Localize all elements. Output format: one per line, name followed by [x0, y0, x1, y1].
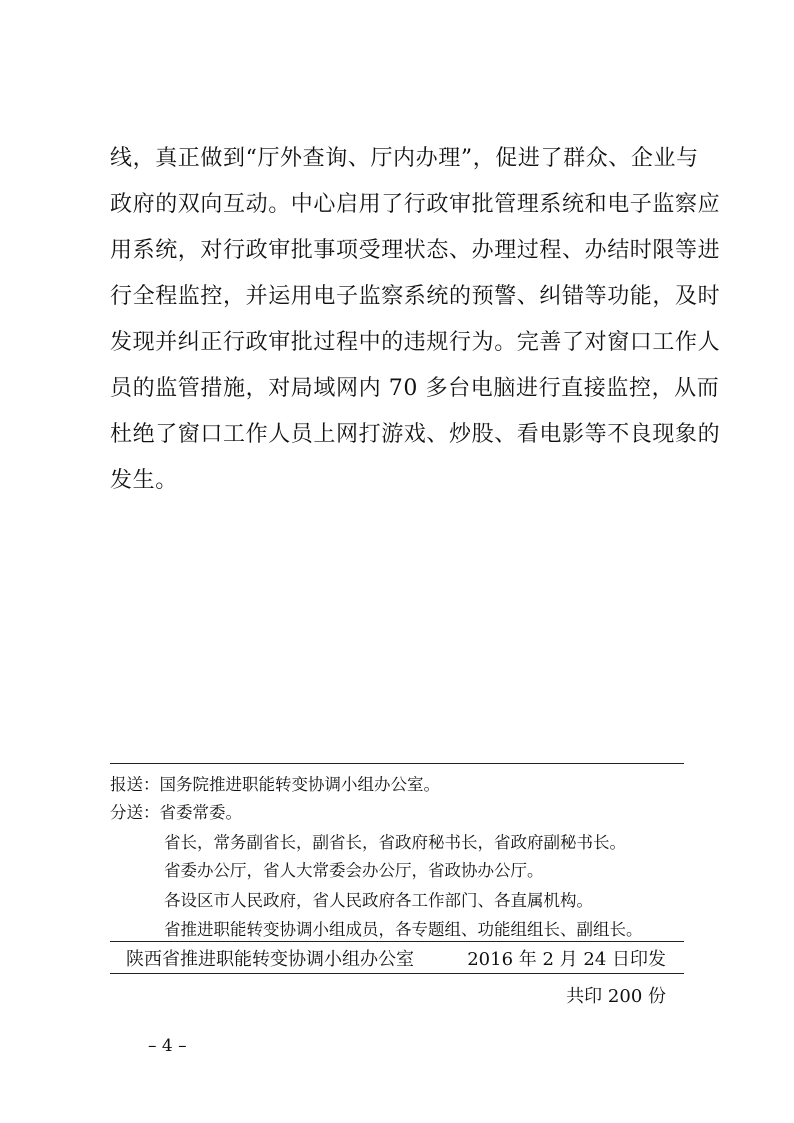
body-line: 行全程监控，并运用电子监察系统的预警、纠错等功能，及时: [110, 284, 721, 309]
send-to-recipient: 各设区市人民政府，省人民政府各工作部门、各直属机构。: [164, 891, 593, 910]
body-line: 杜绝了窗口工作人员上网打游戏、炒股、看电影等不良现象的: [110, 422, 721, 447]
send-to-line: 分送：省委常委。: [110, 803, 242, 822]
bottom-rule: [110, 973, 684, 974]
print-copies: 共印 200 份: [566, 986, 666, 1007]
body-line: 员的监管措施，对局域网内 70 多台电脑进行直接监控，从而: [110, 376, 720, 401]
report-to-line: 报送：国务院推进职能转变协调小组办公室。: [110, 775, 440, 794]
middle-rule: [110, 941, 684, 942]
body-line: 用系统，对行政审批事项受理状态、办理过程、办结时限等进: [110, 238, 721, 263]
body-line: 线，真正做到“厅外查询、厅内办理”，促进了群众、企业与: [110, 146, 699, 171]
top-rule: [110, 763, 684, 764]
send-to-recipient: 省推进职能转变协调小组成员，各专题组、功能组组长、副组长。: [164, 920, 643, 939]
body-line: 发生。: [110, 468, 178, 493]
body-line: 政府的双向互动。中心启用了行政审批管理系统和电子监察应: [110, 192, 721, 217]
page-number: – 4 –: [148, 1036, 187, 1056]
send-to-recipient: 省长，常务副省长，副省长，省政府秘书长，省政府副秘书长。: [164, 833, 626, 852]
issue-date: 2016 年 2 月 24 日印发: [467, 949, 666, 970]
send-to-recipient: 省委办公厅，省人大常委会办公厅，省政协办公厅。: [164, 861, 544, 880]
body-line: 发现并纠正行政审批过程中的违规行为。完善了对窗口工作人: [110, 330, 721, 355]
issuing-office: 陕西省推进职能转变协调小组办公室: [126, 949, 414, 970]
body-paragraph: [110, 136, 721, 504]
